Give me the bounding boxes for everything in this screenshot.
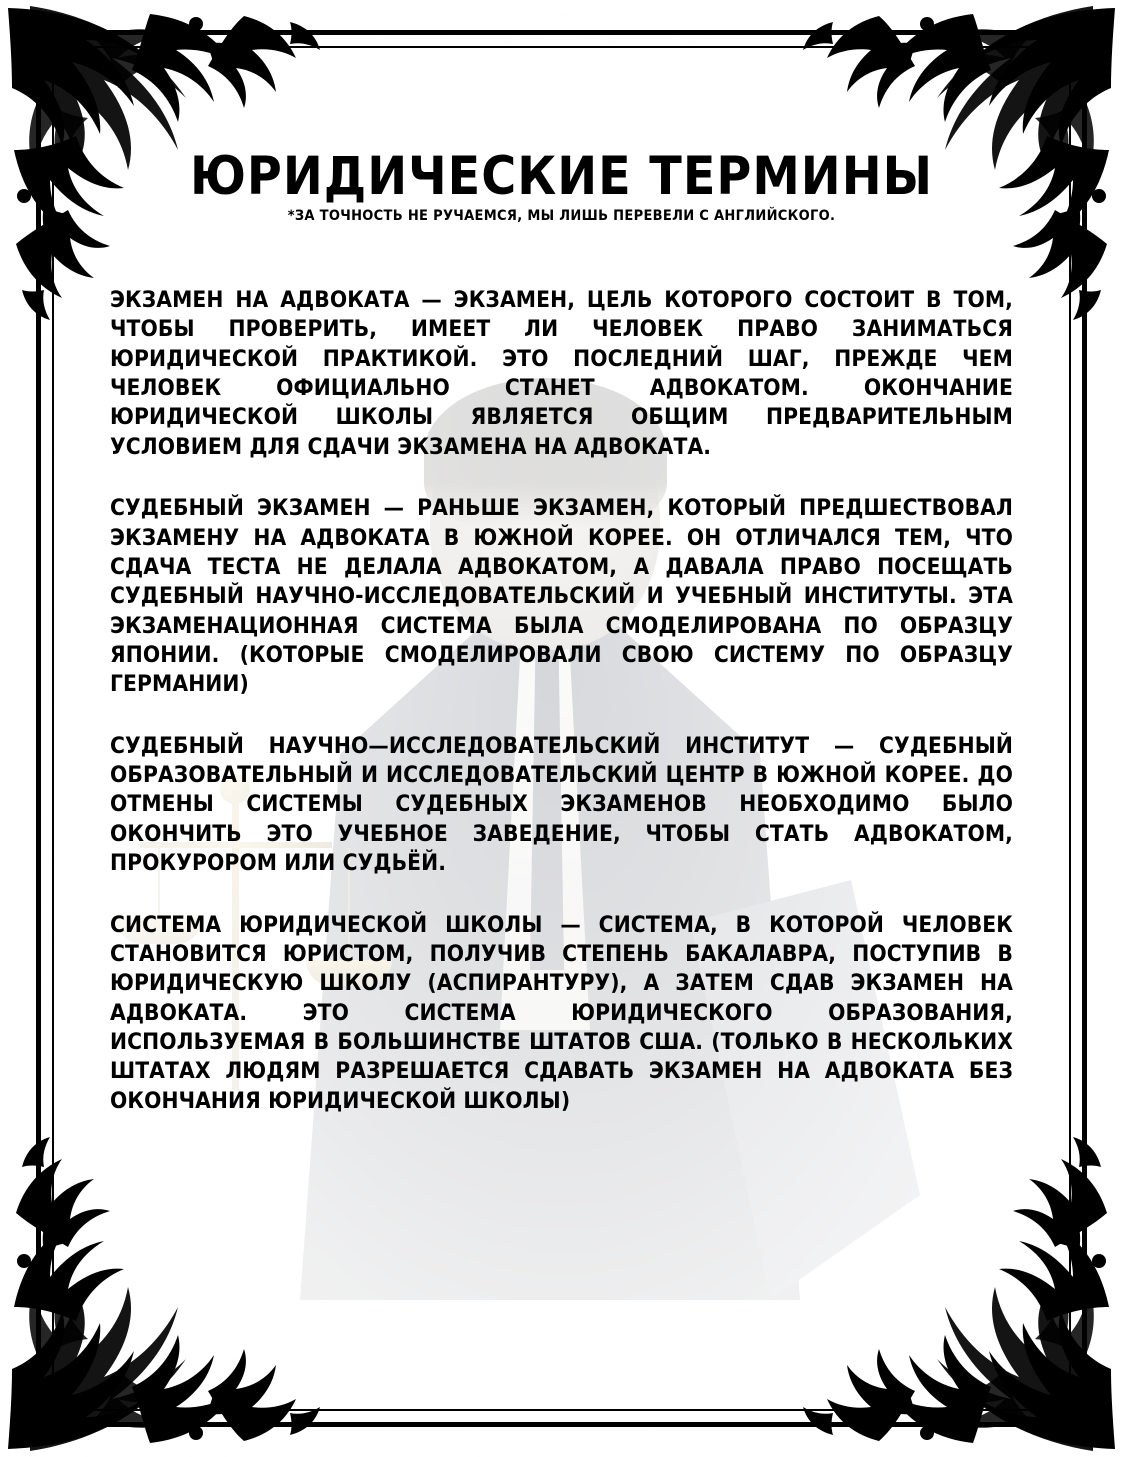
glossary-paragraph-4: СИСТЕМА ЮРИДИЧЕСКОЙ ШКОЛЫ — СИСТЕМА, В КОТОРОЙ ЧЕЛОВЕК СТАНОВИТСЯ ЮРИСТОМ, ПОЛУЧИВ СТЕПЕНЬ БАКАЛАВРА, ПОСТУПИВ В ЮРИДИЧЕСКУЮ ШКОЛУ (АСПИРАНТУРУ), А ЗАТЕМ СДАВ ЭКЗАМЕН НА АДВОКАТА. ЭТО СИСТЕМА ЮРИДИЧЕСКОГО ОБРАЗОВАНИЯ, ИСПОЛЬЗУЕМАЯ В БОЛЬШИНСТВЕ ШТАТОВ США. (ТОЛЬКО В НЕСКОЛЬКИХ ШТАТАХ ЛЮДЯМ РАЗРЕШАЕТСЯ СДАВАТЬ ЭКЗАМЕН НА АДВОКАТА БЕЗ ОКОНЧАНИЯ ЮРИДИЧЕСКОЙ ШКОЛЫ): [110, 911, 1013, 1114]
glossary-paragraph-2: СУДЕБНЫЙ ЭКЗАМЕН — РАНЬШЕ ЭКЗАМЕН, КОТОРЫЙ ПРЕДШЕСТВОВАЛ ЭКЗАМЕНУ НА АДВОКАТА В ЮЖНОЙ КОРЕЕ. ОН ОТЛИЧАЛСЯ ТЕМ, ЧТО СДАЧА ТЕСТА НЕ ДЕЛАЛА АДВОКАТОМ, А ДАВАЛА ПРАВО ПОСЕЩАТЬ СУДЕБНЫЙ НАУЧНО-ИССЛЕДОВАТЕЛЬСКИЙ И УЧЕБНЫЙ ИНСТИТУТЫ. ЭТА ЭКЗАМЕНАЦИОННАЯ СИСТЕМА БЫЛА СМОДЕЛИРОВАНА ПО ОБРАЗЦУ ЯПОНИИ. (КОТОРЫЕ СМОДЕЛИРОВАЛИ СВОЮ СИСТЕМУ ПО ОБРАЗЦУ ГЕРМАНИИ): [110, 495, 1013, 698]
corner-ornament-bottom-left-icon: [0, 1127, 330, 1457]
page-subtitle: *ЗА ТОЧНОСТЬ НЕ РУЧАЕМСЯ, МЫ ЛИШЬ ПЕРЕВЕЛИ С АНГЛИЙСКОГО.: [287, 208, 836, 225]
glossary-paragraph-1: ЭКЗАМЕН НА АДВОКАТА — ЭКЗАМЕН, ЦЕЛЬ КОТОРОГО СОСТОИТ В ТОМ, ЧТОБЫ ПРОВЕРИТЬ, ИМЕЕТ ЛИ ЧЕЛОВЕК ПРАВО ЗАНИМАТЬСЯ ЮРИДИЧЕСКОЙ ПРАКТИКОЙ. ЭТО ПОСЛЕДНИЙ ШАГ, ПРЕЖДЕ ЧЕМ ЧЕЛОВЕК ОФИЦИАЛЬНО СТАНЕТ АДВОКАТОМ. ОКОНЧАНИЕ ЮРИДИЧЕСКОЙ ШКОЛЫ ЯВЛЯЕТСЯ ОБЩИМ ПРЕДВАРИТЕЛЬНЫМ УСЛОВИЕМ ДЛЯ СДАЧИ ЭКЗАМЕНА НА АДВОКАТА.: [110, 287, 1013, 460]
document-content: [110, 146, 1013, 1116]
corner-ornament-bottom-right-icon: [793, 1127, 1123, 1457]
page-title: ЮРИДИЧЕСКИЕ ТЕРМИНЫ: [189, 146, 934, 207]
glossary-paragraph-3: СУДЕБНЫЙ НАУЧНО—ИССЛЕДОВАТЕЛЬСКИЙ ИНСТИТУТ — СУДЕБНЫЙ ОБРАЗОВАТЕЛЬНЫЙ И ИССЛЕДОВАТЕЛЬСКИЙ ЦЕНТР В ЮЖНОЙ КОРЕЕ. ДО ОТМЕНЫ СИСТЕМЫ СУДЕБНЫХ ЭКЗАМЕНОВ НЕОБХОДИМО БЫЛО ОКОНЧИТЬ ЭТО УЧЕБНОЕ ЗАВЕДЕНИЕ, ЧТОБЫ СТАТЬ АДВОКАТОМ, ПРОКУРОРОМ ИЛИ СУДЬЁЙ.: [110, 732, 1013, 877]
glossary-body: [110, 286, 1013, 1116]
